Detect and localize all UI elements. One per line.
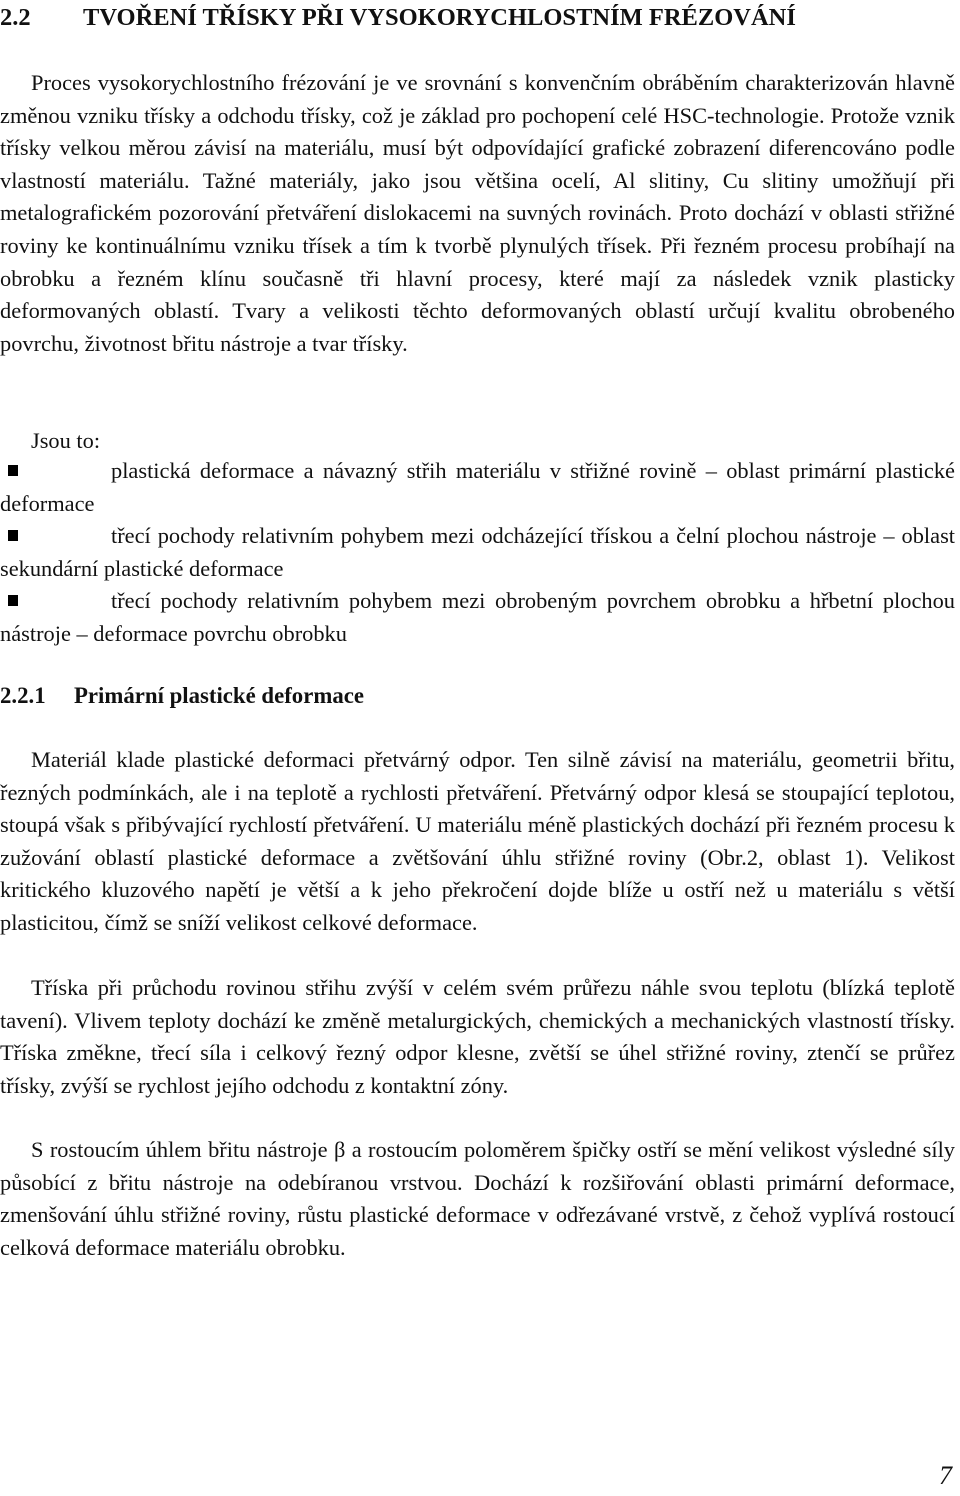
paragraph-deformation-resistance: Materiál klade plastické deformaci přetvárný odpor. Ten silně závisí na materiálu, geometrii břitu, řezných podmínkách, ale i na teplotě a rychlosti přetváření. Přetvárný odpor klesá se stoupající teplotou, stoupá však s přibývající rychlostí přetváření. U materiálu méně plastických dochází při řezném procesu k zužování oblastí plastické deformace a zvětšování úhlu střižné roviny (Obr.2, oblast 1). Velikost kritického kluzového napětí je větší a k jeho překročení dojde blíže u ostří než u materiálu s větší plasticitou, čímž se sníží velikost celkové deformace.	[0, 747, 955, 935]
list-intro: Jsou to:	[31, 428, 101, 453]
list-item-text: třecí pochody relativním pohybem mezi odcházející třískou a čelní plochou nástroje – oblast sekundární plastické deformace	[0, 523, 955, 581]
square-bullet-icon	[8, 595, 18, 606]
list-item-text: třecí pochody relativním pohybem mezi obrobeným povrchem obrobku a hřbetní plochou nástroje – deformace povrchu obrobku	[0, 588, 955, 646]
list-item	[0, 585, 955, 650]
subsection-title: Primární plastické deformace	[74, 683, 364, 708]
list-item-text: plastická deformace a návazný střih materiálu v střižné rovině – oblast primární plastické deformace	[0, 458, 955, 516]
deformation-list	[0, 455, 955, 650]
page-number: 7	[939, 1461, 952, 1490]
paragraph-chip-formation: Proces vysokorychlostního frézování je ve srovnání s konvenčním obráběním charakterizován hlavně změnou vzniku třísky a odchodu třísky, což je základ pro pochopení celé HSC-technologie. Protože vznik třísky velkou měrou závisí na materiálu, musí být odpovídající grafické zobrazení diferencováno podle vlastností materiálu. Tažné materiály, jako jsou většina ocelí, Al slitiny, Cu slitiny umožňují při metalografickém pozorování přetváření dislokacemi na suvných rovinách. Proto dochází v oblasti střižné roviny ke kontinuálnímu vzniku třísek a tím k tvorbě plynulých třísek. Při řezném procesu probíhají na obrobku a řezném klínu současně tři hlavní procesy, které mají za následek vznik plasticky deformovaných oblastí. Tvary a velikosti těchto deformovaných oblastí určují kvalitu obrobeného povrchu, životnost břitu nástroje a tvar třísky.	[0, 70, 955, 356]
square-bullet-icon	[8, 530, 18, 541]
subsection-number: 2.2.1	[0, 683, 46, 708]
section-heading	[0, 0, 960, 36]
paragraph-chip-temperature: Tříska při průchodu rovinou střihu zvýší v celém svém průřezu náhle svou teplotu (blízká teplotě tavení). Vlivem teploty dochází ke změně metalurgických, chemických a mechanických vlastností třísky. Tříska změkne, třecí síla i celkový řezný odpor klesne, zvětší se úhel střižné roviny, ztenčí se průřez třísky, zvýší se rychlost jejího odchodu z kontaktní zóny.	[0, 975, 955, 1098]
list-item	[0, 520, 955, 585]
section-title: TVOŘENÍ TŘÍSKY PŘI VYSOKORYCHLOSTNÍM FRÉZOVÁNÍ	[83, 4, 796, 31]
square-bullet-icon	[8, 465, 18, 476]
list-item	[0, 455, 955, 520]
section-number: 2.2	[0, 4, 31, 31]
subsection-heading	[0, 679, 960, 713]
paragraph-tool-angle: S rostoucím úhlem břitu nástroje β a rostoucím poloměrem špičky ostří se mění velikost výsledné síly působící z břitu nástroje na odebíranou vrstvou. Dochází k rozšiřování oblasti primární deformace, zmenšování úhlu střižné roviny, růstu plastické deformace v odřezávané vrstvě, z čehož vyplívá rostoucí celková deformace materiálu obrobku.	[0, 1137, 955, 1260]
